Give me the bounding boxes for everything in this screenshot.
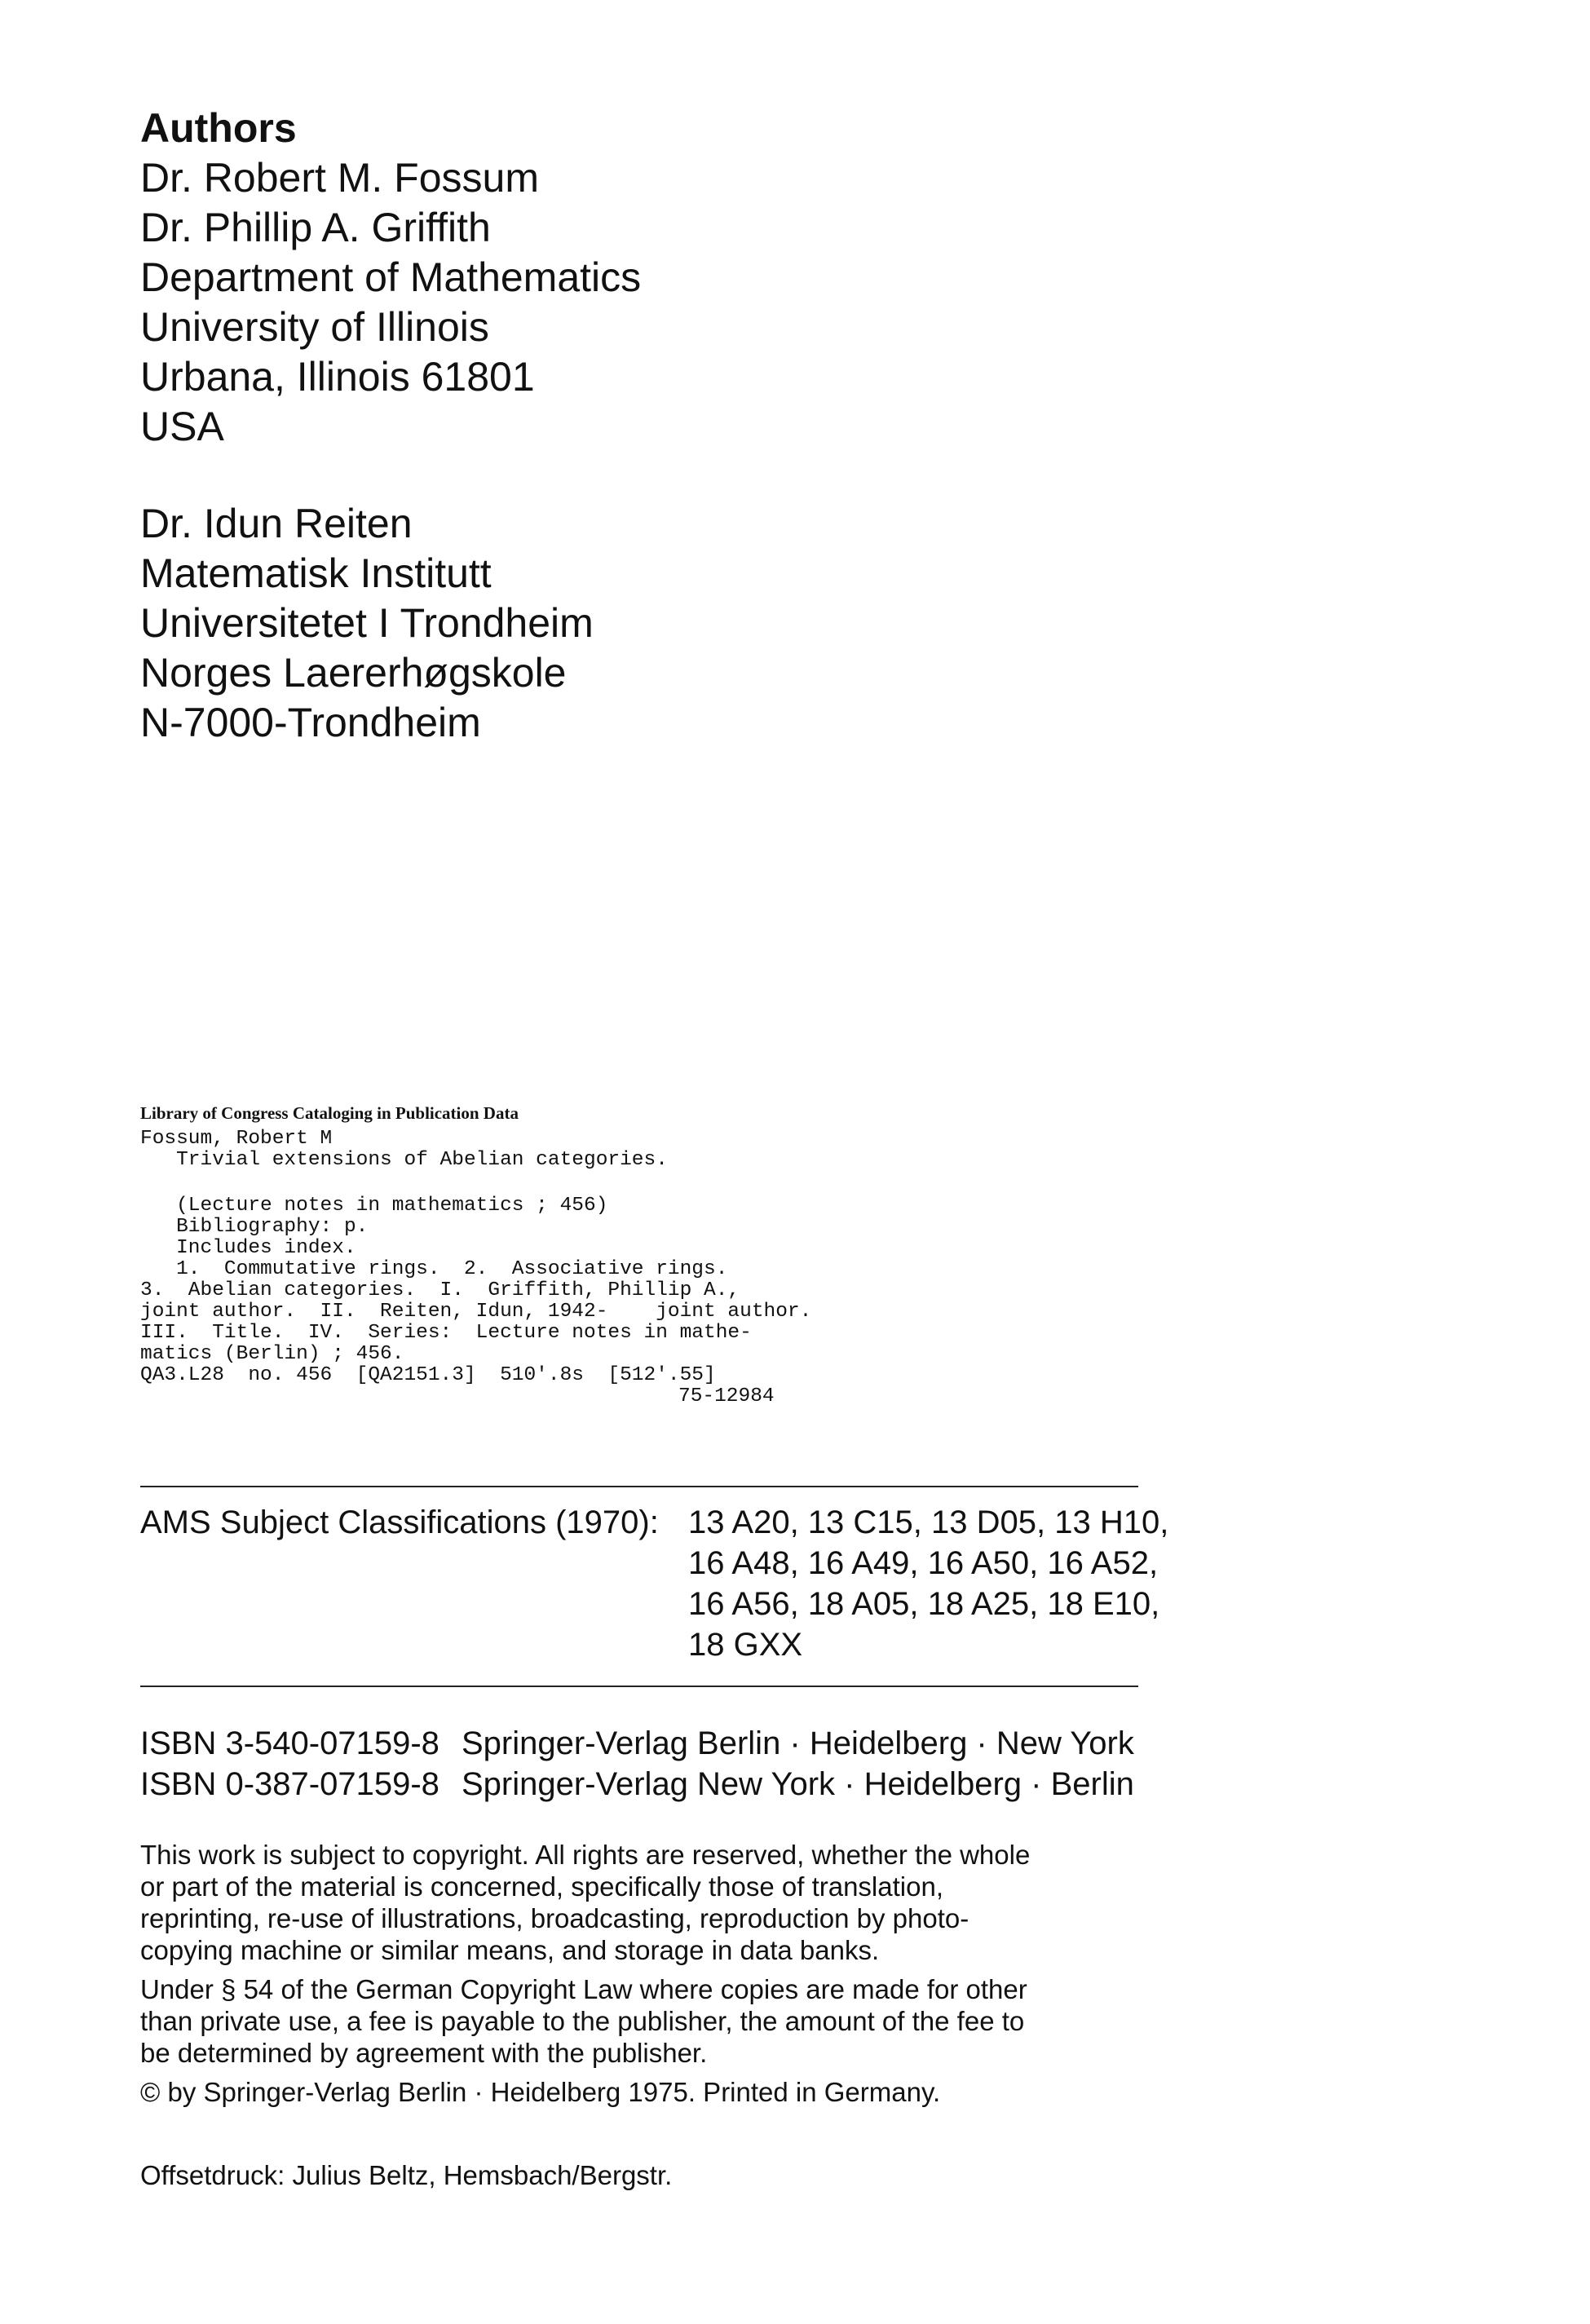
ams-code-line: 13 A20, 13 C15, 13 D05, 13 H10,: [688, 1504, 1169, 1540]
ams-code-line: 16 A56, 18 A05, 18 A25, 18 E10,: [688, 1586, 1160, 1622]
isbn-row: [140, 1764, 1134, 1805]
address-line: Matematisk Institutt: [140, 550, 492, 596]
address-line: USA: [140, 404, 224, 449]
address-line: University of Illinois: [140, 304, 489, 350]
cataloging-line: III. Title. IV. Series: Lecture notes in mathe-: [140, 1322, 752, 1344]
cataloging-line: Trivial extensions of Abelian categories.: [140, 1149, 668, 1171]
divider-rule: [140, 1486, 1138, 1487]
ams-label: AMS Subject Classifications (1970):: [140, 1504, 659, 1540]
copyright-paragraph: This work is subject to copyright. All rights are reserved, whether the whole or part of the material is concerned, specifically those of translation, reprinting, re-use of illustrations, broadcasting, reproduction by photo- copying machine or similar means, and storage in data banks.: [140, 1840, 1031, 1965]
cataloging-line: 3. Abelian categories. I. Griffith, Phillip A.,: [140, 1279, 740, 1301]
address-line: Dr. Robert M. Fossum: [140, 155, 539, 201]
copyright-law-paragraph: Under § 54 of the German Copyright Law where copies are made for other than private use, a fee is payable to the publisher, the amount of the fee to be determined by agreement with the publisher.: [140, 1974, 1027, 2068]
address-block-norway: [140, 499, 641, 748]
address-line: Department of Mathematics: [140, 254, 642, 300]
cataloging-data: [140, 1101, 811, 1407]
divider-rule: [140, 1686, 1138, 1687]
address-line: Dr. Phillip A. Griffith: [140, 205, 491, 250]
address-line: Dr. Idun Reiten: [140, 501, 413, 546]
cataloging-spacer: [140, 1171, 811, 1195]
cataloging-line: 1. Commutative rings. 2. Associative rings.: [140, 1258, 728, 1280]
cataloging-line: Fossum, Robert M: [140, 1128, 333, 1150]
cataloging-line: Bibliography: p.: [140, 1216, 369, 1238]
isbn-publisher: Springer-Verlag New York · Heidelberg · Berlin: [462, 1766, 1134, 1802]
isbn-section: [140, 1723, 1134, 1805]
authors-heading: Authors: [140, 105, 297, 151]
isbn-number: ISBN 0-387-07159-8: [140, 1766, 439, 1802]
cataloging-line: QA3.L28 no. 456 [QA2151.3] 510'.8s [512'.55]: [140, 1364, 716, 1386]
printer-credit: Offsetdruck: Julius Beltz, Hemsbach/Bergstr.: [140, 2160, 673, 2190]
cataloging-line: (Lecture notes in mathematics ; 456): [140, 1195, 608, 1217]
cataloging-line: joint author. II. Reiten, Idun, 1942- joint author.: [140, 1301, 812, 1323]
address-block-us: [140, 153, 641, 452]
ams-code-line: 16 A48, 16 A49, 16 A50, 16 A52,: [688, 1545, 1159, 1581]
catalog-card-number: 75-12984: [678, 1385, 775, 1407]
address-line: Universitetet I Trondheim: [140, 600, 594, 646]
isbn-number: ISBN 3-540-07159-8: [140, 1725, 439, 1761]
copyright-notice: [140, 1839, 1143, 2115]
ams-codes: [688, 1502, 1168, 1665]
address-line: Urbana, Illinois 61801: [140, 354, 535, 400]
address-line: N-7000-Trondheim: [140, 700, 481, 745]
authors-section: [140, 103, 641, 748]
isbn-row: [140, 1723, 1134, 1764]
cataloging-heading: Library of Congress Cataloging in Publication Data: [140, 1103, 519, 1123]
cataloging-line: matics (Berlin) ; 456.: [140, 1343, 404, 1365]
cataloging-line: Includes index.: [140, 1237, 356, 1259]
ams-code-line: 18 GXX: [688, 1627, 803, 1663]
address-line: Norges Laererhøgskole: [140, 650, 567, 696]
isbn-publisher: Springer-Verlag Berlin · Heidelberg · New York: [462, 1725, 1134, 1761]
copyright-line: © by Springer-Verlag Berlin · Heidelberg 1975. Printed in Germany.: [140, 2077, 941, 2107]
